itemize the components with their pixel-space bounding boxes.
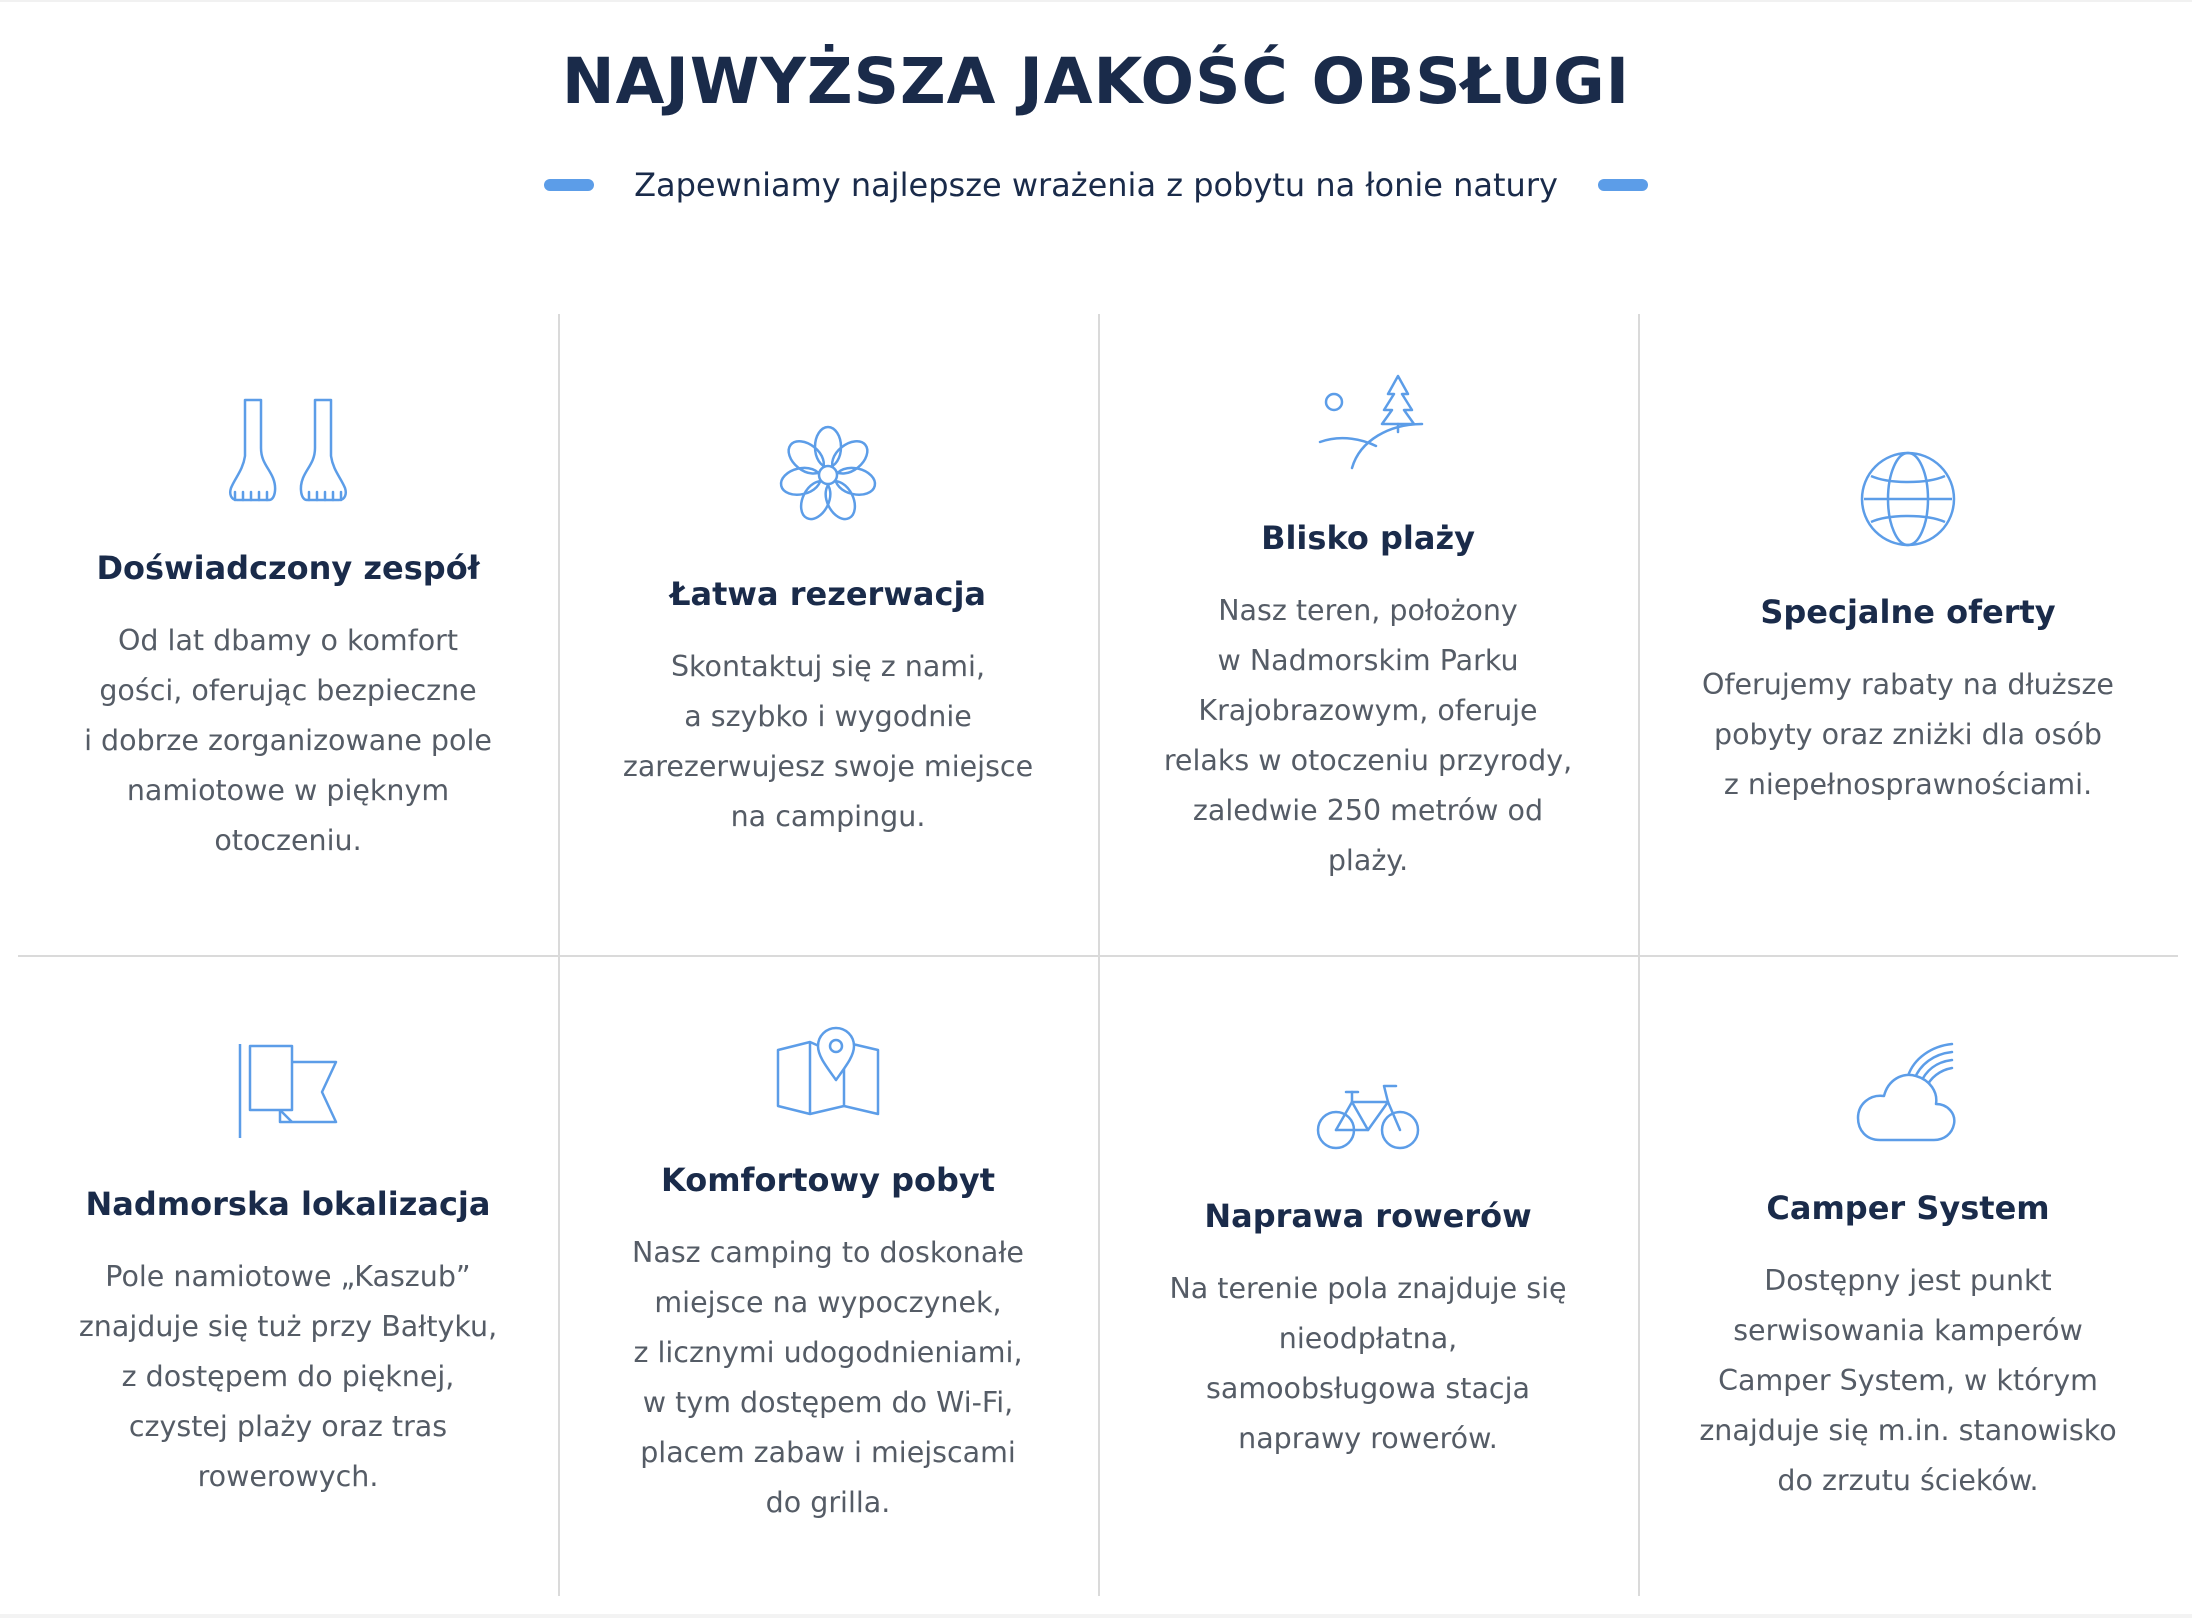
feature-card-bike-repair <box>1098 1080 1638 1464</box>
page-subtitle: Zapewniamy najlepsze wrażenia z pobytu na łonie natury <box>634 166 1558 204</box>
feature-title: Naprawa rowerów <box>1204 1197 1532 1235</box>
feature-title: Komfortowy pobyt <box>660 1161 996 1199</box>
bottom-divider <box>0 1614 2192 1618</box>
page-title: NAJWYŻSZA JAKOŚĆ OBSŁUGI <box>561 45 1631 118</box>
feature-description: Na terenie pola znajduje się nieodpłatna, samoobsługowa stacja naprawy rowerów. <box>1169 1272 1567 1455</box>
feature-description: Nasz teren, położony w Nadmorskim Parku Krajobrazowym, oferuje relaks w otoczeniu przyrody, zaledwie 250 metrów od plaży. <box>1163 594 1573 877</box>
map-pin-icon <box>776 1024 880 1116</box>
feature-description: Skontaktuj się z nami, a szybko i wygodnie zarezerwujesz swoje miejsce na campingu. <box>622 650 1034 833</box>
feature-card-experienced-team <box>18 396 558 866</box>
feature-description: Pole namiotowe „Kaszub” znajduje się tuż przy Bałtyku, z dostępem do pięknej, czystej plaży oraz tras rowerowych. <box>78 1260 498 1493</box>
feature-description: Nasz camping to doskonałe miejsce na wypoczynek, z licznymi udogodnieniami, w tym dostępem do Wi-Fi, placem zabaw i miejscami do grilla. <box>632 1236 1024 1519</box>
feature-card-special-offers <box>1638 450 2178 810</box>
bicycle-icon <box>1316 1080 1420 1152</box>
feature-card-seaside-location <box>18 1040 558 1502</box>
top-divider <box>0 0 2192 2</box>
cloud-rainbow-icon <box>1856 1042 1960 1144</box>
feature-title: Doświadczony zespół <box>96 549 480 587</box>
subtitle-dash-left <box>544 179 594 191</box>
flower-icon <box>776 420 880 530</box>
landscape-icon <box>1312 374 1424 474</box>
feature-title: Nadmorska lokalizacja <box>85 1185 491 1223</box>
flag-icon <box>236 1040 340 1140</box>
grid-divider-horizontal <box>18 955 2178 957</box>
feature-title: Łatwa rezerwacja <box>669 575 986 613</box>
feature-card-easy-booking <box>558 420 1098 842</box>
feature-card-near-beach <box>1098 374 1638 886</box>
feature-title: Camper System <box>1766 1189 2050 1227</box>
globe-icon <box>1859 450 1957 548</box>
subtitle-dash-right <box>1598 179 1648 191</box>
feature-title: Specjalne oferty <box>1760 593 2056 631</box>
feature-description: Od lat dbamy o komfort gości, oferując bezpieczne i dobrze zorganizowane pole namiotowe w pięknym otoczeniu. <box>84 624 492 857</box>
feature-title: Blisko plaży <box>1261 519 1475 557</box>
feature-card-comfortable-stay <box>558 1024 1098 1528</box>
feature-description: Dostępny jest punkt serwisowania kamperów Camper System, w którym znajduje się m.in. stanowisko do zrzutu ścieków. <box>1699 1264 2117 1497</box>
subtitle-row <box>0 160 2192 210</box>
feet-icon <box>225 396 351 504</box>
feature-description: Oferujemy rabaty na dłuższe pobyty oraz zniżki dla osób z niepełnosprawnościami. <box>1702 668 2114 801</box>
feature-card-camper-system <box>1638 1042 2178 1506</box>
